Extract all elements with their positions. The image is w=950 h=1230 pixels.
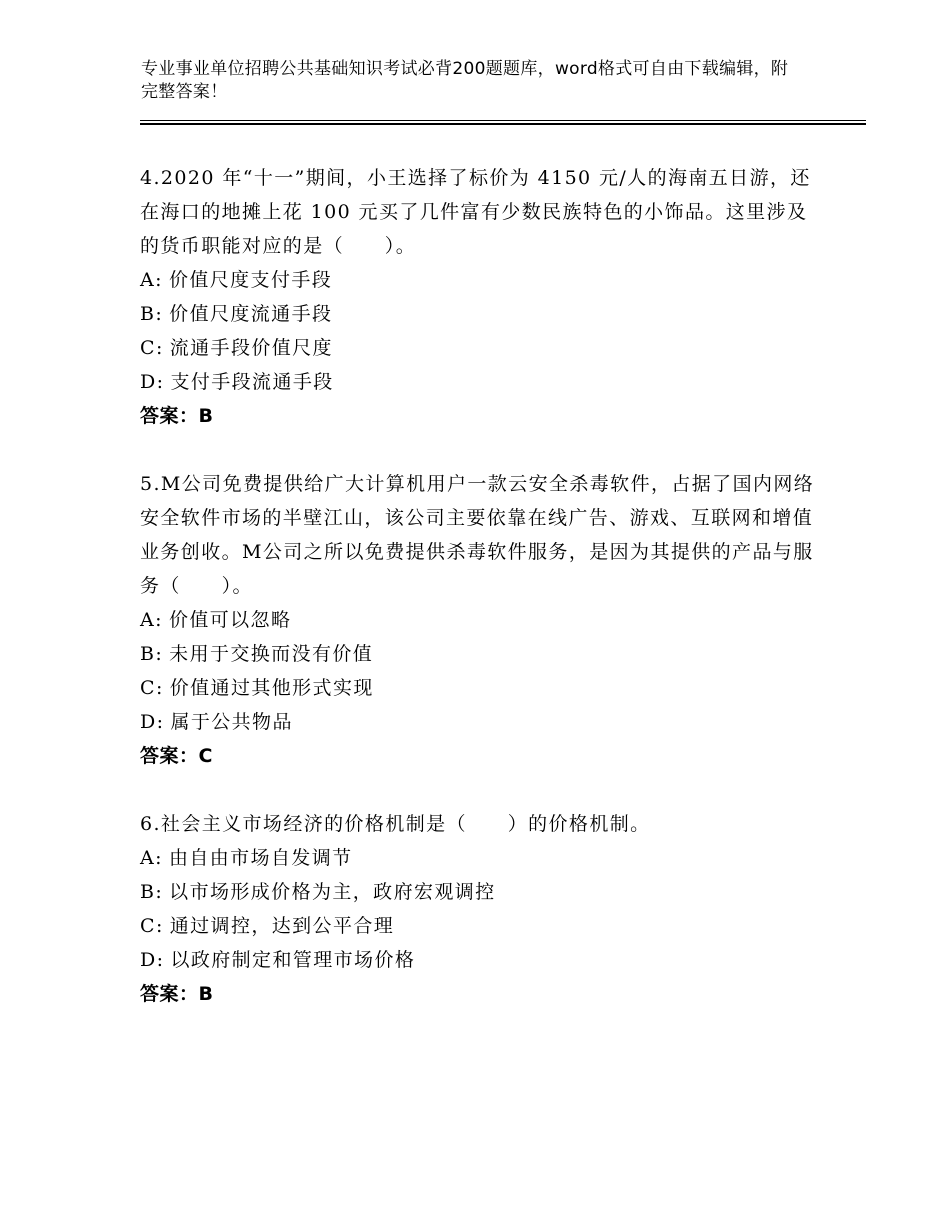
option-letter: D: bbox=[140, 949, 165, 971]
option-text: 价值可以忽略 bbox=[168, 609, 292, 631]
option-b bbox=[140, 875, 820, 909]
option-letter: C: bbox=[140, 337, 164, 359]
option-c bbox=[140, 331, 820, 365]
option-text: 通过调控，达到公平合理 bbox=[169, 915, 395, 937]
answer-line: 答案：B bbox=[140, 405, 214, 427]
option-a bbox=[140, 263, 820, 297]
option-c bbox=[140, 671, 820, 705]
question-stem: 5.M公司免费提供给广大计算机用户一款云安全杀毒软件，占据了国内网络安全软件市场的半壁江山，该公司主要依靠在线广告、游戏、互联网和增值业务创收。M公司之所以免费提供杀毒软件服务，是因为其提供的产品与服务（ ）。 bbox=[140, 473, 815, 597]
option-text: 未用于交换而没有价值 bbox=[169, 643, 374, 665]
header-divider-thin bbox=[140, 120, 866, 121]
option-letter: D: bbox=[140, 711, 165, 733]
option-letter: D: bbox=[140, 371, 165, 393]
option-text: 价值通过其他形式实现 bbox=[169, 677, 374, 699]
option-a bbox=[140, 603, 820, 637]
option-letter: B: bbox=[140, 643, 164, 665]
option-letter: C: bbox=[140, 915, 164, 937]
question-4 bbox=[140, 161, 820, 433]
option-text: 价值尺度流通手段 bbox=[169, 303, 333, 325]
option-c bbox=[140, 909, 820, 943]
question-stem: 4.2020 年“十一”期间，小王选择了标价为 4150 元/人的海南五日游，还在海口的地摊上花 100 元买了几件富有少数民族特色的小饰品。这里涉及的货币职能对应的是（ ）。 bbox=[140, 167, 811, 257]
option-d bbox=[140, 705, 820, 739]
question-list bbox=[140, 161, 820, 1045]
option-letter: B: bbox=[140, 303, 164, 325]
option-text: 由自由市场自发调节 bbox=[168, 847, 353, 869]
option-d bbox=[140, 365, 820, 399]
option-text: 流通手段价值尺度 bbox=[169, 337, 333, 359]
option-letter: A: bbox=[140, 609, 163, 631]
page-header: 专业事业单位招聘公共基础知识考试必背200题题库，word格式可自由下载编辑，附完整答案！ bbox=[141, 59, 789, 102]
option-letter: C: bbox=[140, 677, 164, 699]
answer-line: 答案：B bbox=[140, 983, 214, 1005]
answer-line: 答案：C bbox=[140, 745, 213, 767]
option-letter: A: bbox=[140, 847, 163, 869]
option-text: 价值尺度支付手段 bbox=[168, 269, 333, 291]
option-b bbox=[140, 637, 820, 671]
question-5 bbox=[140, 467, 820, 773]
option-b bbox=[140, 297, 820, 331]
option-d bbox=[140, 943, 820, 977]
option-a bbox=[140, 841, 820, 875]
option-letter: A: bbox=[140, 269, 163, 291]
option-text: 以政府制定和管理市场价格 bbox=[170, 949, 416, 971]
header-divider-thick bbox=[140, 123, 866, 125]
option-letter: B: bbox=[140, 881, 164, 903]
question-stem: 6.社会主义市场经济的价格机制是（ ）的价格机制。 bbox=[140, 813, 651, 835]
question-6 bbox=[140, 807, 820, 1011]
option-text: 以市场形成价格为主，政府宏观调控 bbox=[169, 881, 496, 903]
option-text: 支付手段流通手段 bbox=[170, 371, 334, 393]
option-text: 属于公共物品 bbox=[170, 711, 293, 733]
